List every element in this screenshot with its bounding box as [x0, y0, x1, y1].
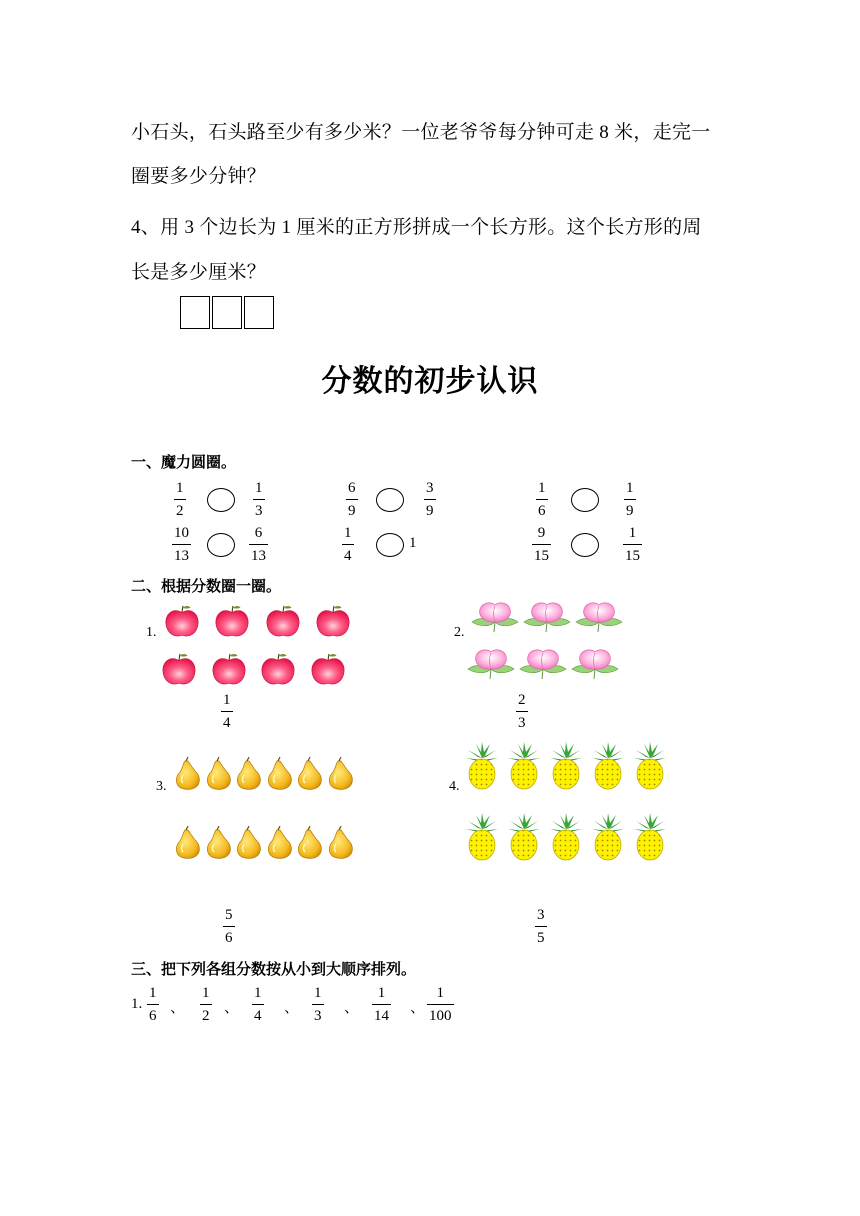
fraction: 1 6 — [149, 985, 157, 1024]
pineapple-icon[interactable] — [632, 813, 668, 861]
square-diagram — [212, 296, 242, 329]
group-label: 4. — [449, 779, 460, 794]
pear-icon[interactable] — [265, 826, 293, 860]
fraction: 6 9 — [348, 480, 356, 519]
separator: 、 — [284, 1000, 300, 1016]
fraction: 1 2 — [202, 985, 210, 1024]
pineapple-icon[interactable] — [632, 742, 668, 790]
page-title: 分数的初步认识 — [321, 364, 539, 399]
group-label: 2. — [454, 625, 465, 640]
pear-icon[interactable] — [295, 826, 323, 860]
apple-icon[interactable] — [160, 653, 198, 687]
compare-circle[interactable] — [571, 488, 599, 512]
pear-icon[interactable] — [204, 826, 232, 860]
pear-icon[interactable] — [173, 826, 201, 860]
text-line: 圈要多少分钟？ — [131, 166, 267, 187]
separator: 、 — [410, 1000, 426, 1016]
pineapple-icon[interactable] — [506, 742, 542, 790]
pineapple-icon[interactable] — [464, 742, 500, 790]
fraction: 1 4 — [223, 692, 231, 731]
fraction: 1 2 — [176, 480, 184, 519]
peach-icon[interactable] — [468, 600, 522, 634]
peach-icon[interactable] — [516, 647, 570, 681]
compare-circle[interactable] — [571, 533, 599, 557]
pineapple-icon[interactable] — [590, 813, 626, 861]
pear-icon[interactable] — [295, 757, 323, 791]
apple-icon[interactable] — [264, 605, 302, 639]
fraction: 5 6 — [225, 907, 233, 946]
fraction: 1 6 — [538, 480, 546, 519]
text-line: 小石头，石头路至少有多少米？一位老爷爷每分钟可走 8 米，走完一 — [131, 122, 711, 143]
compare-circle[interactable] — [376, 533, 404, 557]
fraction: 10 13 — [174, 525, 189, 564]
section-heading: 二、根据分数圈一圈。 — [131, 577, 282, 595]
pineapple-icon[interactable] — [590, 742, 626, 790]
pear-icon[interactable] — [234, 757, 262, 791]
peach-icon[interactable] — [572, 600, 626, 634]
separator: 、 — [170, 1000, 186, 1016]
pineapple-icon[interactable] — [464, 813, 500, 861]
fraction: 3 5 — [537, 907, 545, 946]
peach-icon[interactable] — [568, 647, 622, 681]
apple-icon[interactable] — [163, 605, 201, 639]
pear-icon[interactable] — [204, 757, 232, 791]
pear-icon[interactable] — [234, 826, 262, 860]
square-diagram — [244, 296, 274, 329]
compare-circle[interactable] — [207, 488, 235, 512]
group-label: 3. — [156, 779, 167, 794]
fraction: 1 9 — [626, 480, 634, 519]
apple-icon[interactable] — [309, 653, 347, 687]
fraction: 1 14 — [374, 985, 389, 1024]
fraction: 1 4 — [344, 525, 352, 564]
square-diagram — [180, 296, 210, 329]
section-heading: 一、魔力圆圈。 — [131, 453, 237, 471]
apple-icon[interactable] — [210, 653, 248, 687]
pear-icon[interactable] — [326, 757, 354, 791]
fraction: 3 9 — [426, 480, 434, 519]
apple-icon[interactable] — [213, 605, 251, 639]
fraction: 9 15 — [534, 525, 549, 564]
text-line: 长是多少厘米？ — [131, 262, 267, 283]
pear-icon[interactable] — [265, 757, 293, 791]
whole-number: 1 — [409, 535, 417, 551]
apple-icon[interactable] — [259, 653, 297, 687]
fraction: 1 3 — [314, 985, 322, 1024]
fraction: 1 15 — [625, 525, 640, 564]
fraction: 2 3 — [518, 692, 526, 731]
fraction: 1 100 — [429, 985, 452, 1024]
pineapple-icon[interactable] — [506, 813, 542, 861]
fraction: 1 4 — [254, 985, 262, 1024]
pineapple-icon[interactable] — [548, 813, 584, 861]
separator: 、 — [224, 1000, 240, 1016]
section-heading: 三、把下列各组分数按从小到大顺序排列。 — [131, 960, 417, 978]
item-label: 1. — [131, 996, 143, 1012]
fraction: 1 3 — [255, 480, 263, 519]
pineapple-icon[interactable] — [548, 742, 584, 790]
apple-icon[interactable] — [314, 605, 352, 639]
pear-icon[interactable] — [326, 826, 354, 860]
compare-circle[interactable] — [207, 533, 235, 557]
peach-icon[interactable] — [464, 647, 518, 681]
peach-icon[interactable] — [520, 600, 574, 634]
pear-icon[interactable] — [173, 757, 201, 791]
fraction: 6 13 — [251, 525, 266, 564]
group-label: 1. — [146, 625, 157, 640]
question-4-text: 4、用 3 个边长为 1 厘米的正方形拼成一个长方形。这个长方形的周 — [131, 217, 702, 238]
compare-circle[interactable] — [376, 488, 404, 512]
separator: 、 — [344, 1000, 360, 1016]
